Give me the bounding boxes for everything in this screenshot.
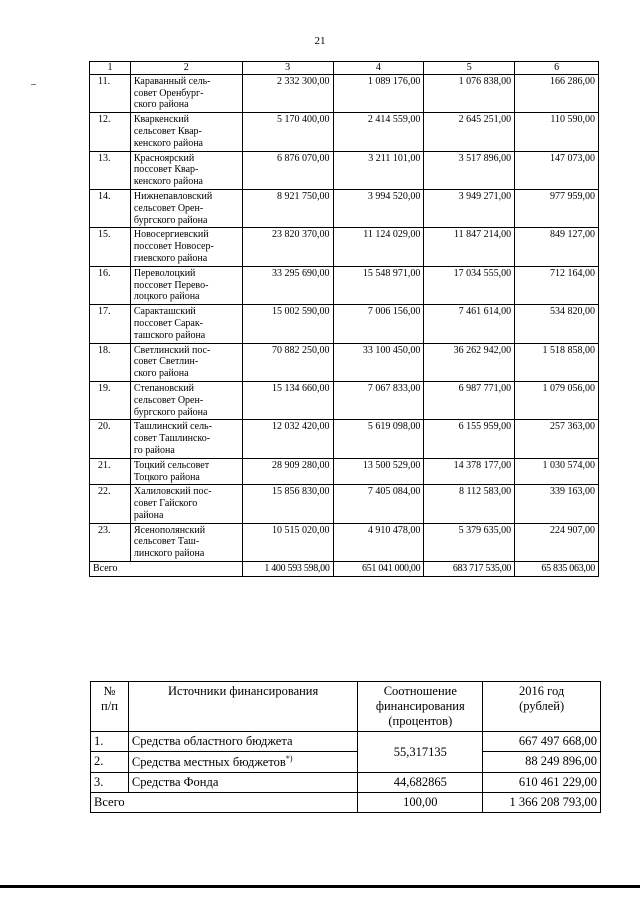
col5-value: 3 517 896,00 [424, 151, 515, 189]
table-row [90, 343, 599, 381]
col3-value: 12 032 420,00 [242, 420, 333, 458]
col6-value: 257 363,00 [515, 420, 599, 458]
row-number: 21. [90, 458, 131, 485]
col4-value: 5 619 098,00 [333, 420, 424, 458]
col4-value: 15 548 971,00 [333, 266, 424, 304]
funding-amount: 667 497 668,00 [483, 732, 601, 752]
total-col6: 65 835 063,00 [515, 562, 599, 577]
col3-value: 15 002 590,00 [242, 305, 333, 343]
col4-value: 4 910 478,00 [333, 523, 424, 561]
col5-value: 36 262 942,00 [424, 343, 515, 381]
column-number: 4 [333, 62, 424, 75]
row-number: 18. [90, 343, 131, 381]
table-row [90, 523, 599, 561]
settlement-name: Ташлинский сель- совет Ташлинско- го района [130, 420, 242, 458]
col6-value: 1 030 574,00 [515, 458, 599, 485]
total-label: Всего [90, 562, 243, 577]
funding-amount: 88 249 896,00 [483, 752, 601, 773]
col3-value: 70 882 250,00 [242, 343, 333, 381]
col4-value: 13 500 529,00 [333, 458, 424, 485]
col3-value: 6 876 070,00 [242, 151, 333, 189]
funding-source: Средства областного бюджета [128, 732, 357, 752]
funding-total-ratio: 100,00 [358, 793, 483, 813]
settlement-name: Тоцкий сельсовет Тоцкого района [130, 458, 242, 485]
funding-ratio: 44,682865 [358, 773, 483, 793]
col3-value: 8 921 750,00 [242, 189, 333, 227]
column-number: 2 [130, 62, 242, 75]
settlement-name: Светлинский пос- совет Светлин- ского района [130, 343, 242, 381]
merged-ratio: 55,317135 [358, 732, 483, 773]
col4-value: 11 124 029,00 [333, 228, 424, 266]
settlement-name: Нижнепавловский сельсовет Орен- бургского района [130, 189, 242, 227]
row-number: 1. [91, 732, 129, 752]
total-col4: 651 041 000,00 [333, 562, 424, 577]
table-row [90, 305, 599, 343]
row-number: 2. [91, 752, 129, 773]
col5-value: 8 112 583,00 [424, 485, 515, 523]
settlement-name: Переволоцкий поссовет Перево- лоцкого района [130, 266, 242, 304]
funding-row [91, 752, 601, 773]
col4-value: 3 211 101,00 [333, 151, 424, 189]
row-number: 11. [90, 74, 131, 112]
col6-value: 1 518 858,00 [515, 343, 599, 381]
ratio-header: Соотношение финансирования (процентов) [358, 682, 483, 732]
col4-value: 1 089 176,00 [333, 74, 424, 112]
col3-value: 15 856 830,00 [242, 485, 333, 523]
column-number: 6 [515, 62, 599, 75]
settlement-name: Кваркенский сельсовет Квар- кенского района [130, 113, 242, 151]
table-row [90, 189, 599, 227]
funding-source [128, 752, 357, 773]
col6-value: 1 079 056,00 [515, 381, 599, 419]
settlement-name: Новосергиевский поссовет Новосер- гиевского района [130, 228, 242, 266]
table-row [90, 381, 599, 419]
bottom-rule [0, 885, 640, 888]
col5-value: 2 645 251,00 [424, 113, 515, 151]
funding-total-amount: 1 366 208 793,00 [483, 793, 601, 813]
row-number: 13. [90, 151, 131, 189]
settlement-name: Красноярский поссовет Квар- кенского района [130, 151, 242, 189]
col5-value: 5 379 635,00 [424, 523, 515, 561]
funding-sources-table [90, 681, 601, 813]
total-row [90, 562, 599, 577]
settlement-name: Саракташский поссовет Сарак- ташского района [130, 305, 242, 343]
row-number: 17. [90, 305, 131, 343]
column-number: 1 [90, 62, 131, 75]
col5-value: 6 155 959,00 [424, 420, 515, 458]
column-number: 5 [424, 62, 515, 75]
col4-value: 2 414 559,00 [333, 113, 424, 151]
col4-value: 7 405 084,00 [333, 485, 424, 523]
col6-value: 534 820,00 [515, 305, 599, 343]
col3-value: 10 515 020,00 [242, 523, 333, 561]
col5-value: 17 034 555,00 [424, 266, 515, 304]
col5-value: 6 987 771,00 [424, 381, 515, 419]
total-col5: 683 717 535,00 [424, 562, 515, 577]
footnote-mark: *) [285, 754, 293, 763]
col3-value: 23 820 370,00 [242, 228, 333, 266]
table-row [90, 420, 599, 458]
funding-header-row [91, 682, 601, 732]
col3-value: 5 170 400,00 [242, 113, 333, 151]
settlement-allocation-table [89, 61, 599, 577]
column-number: 3 [242, 62, 333, 75]
settlement-table-body [90, 62, 599, 562]
row-number: 19. [90, 381, 131, 419]
table-row [90, 151, 599, 189]
settlement-name: Караванный сель- совет Оренбург- ского района [130, 74, 242, 112]
year-header: 2016 год (рублей) [483, 682, 601, 732]
funding-source: Средства Фонда [128, 773, 357, 793]
number-header: № п/п [91, 682, 129, 732]
col6-value: 977 959,00 [515, 189, 599, 227]
col4-value: 33 100 450,00 [333, 343, 424, 381]
col6-value: 849 127,00 [515, 228, 599, 266]
page-number: 21 [314, 35, 326, 47]
col4-value: 7 006 156,00 [333, 305, 424, 343]
col4-value: 3 994 520,00 [333, 189, 424, 227]
funding-row [91, 732, 601, 752]
funding-source-text: Средства местных бюджетов [131, 755, 286, 770]
row-number: 15. [90, 228, 131, 266]
row-number: 20. [90, 420, 131, 458]
col6-value: 339 163,00 [515, 485, 599, 523]
total-col3: 1 400 593 598,00 [242, 562, 333, 577]
col5-value: 3 949 271,00 [424, 189, 515, 227]
row-number: 14. [90, 189, 131, 227]
col5-value: 14 378 177,00 [424, 458, 515, 485]
col3-value: 2 332 300,00 [242, 74, 333, 112]
table-row [90, 74, 599, 112]
row-number: 22. [90, 485, 131, 523]
col5-value: 1 076 838,00 [424, 74, 515, 112]
col6-value: 110 590,00 [515, 113, 599, 151]
row-number: 12. [90, 113, 131, 151]
table-row [90, 266, 599, 304]
col6-value: 147 073,00 [515, 151, 599, 189]
row-number: 16. [90, 266, 131, 304]
table-row [90, 113, 599, 151]
col4-value: 7 067 833,00 [333, 381, 424, 419]
col3-value: 33 295 690,00 [242, 266, 333, 304]
settlement-name: Халиловский пос- совет Гайского района [130, 485, 242, 523]
settlement-name: Степановский сельсовет Орен- бургского района [130, 381, 242, 419]
funding-total-row [91, 793, 601, 813]
table-row [90, 458, 599, 485]
col6-value: 712 164,00 [515, 266, 599, 304]
col3-value: 15 134 660,00 [242, 381, 333, 419]
funding-amount: 610 461 229,00 [483, 773, 601, 793]
table-row [90, 485, 599, 523]
col3-value: 28 909 280,00 [242, 458, 333, 485]
settlement-table-footer [90, 562, 599, 577]
source-header: Источники финансирования [128, 682, 357, 732]
col6-value: 166 286,00 [515, 74, 599, 112]
table-row [90, 228, 599, 266]
col5-value: 7 461 614,00 [424, 305, 515, 343]
funding-total-label: Всего [91, 793, 358, 813]
col5-value: 11 847 214,00 [424, 228, 515, 266]
row-number: 3. [91, 773, 129, 793]
row-number: 23. [90, 523, 131, 561]
col6-value: 224 907,00 [515, 523, 599, 561]
column-number-row [90, 62, 599, 75]
funding-row [91, 773, 601, 793]
margin-mark [31, 84, 36, 85]
settlement-name: Ясенополянский сельсовет Таш- линского района [130, 523, 242, 561]
